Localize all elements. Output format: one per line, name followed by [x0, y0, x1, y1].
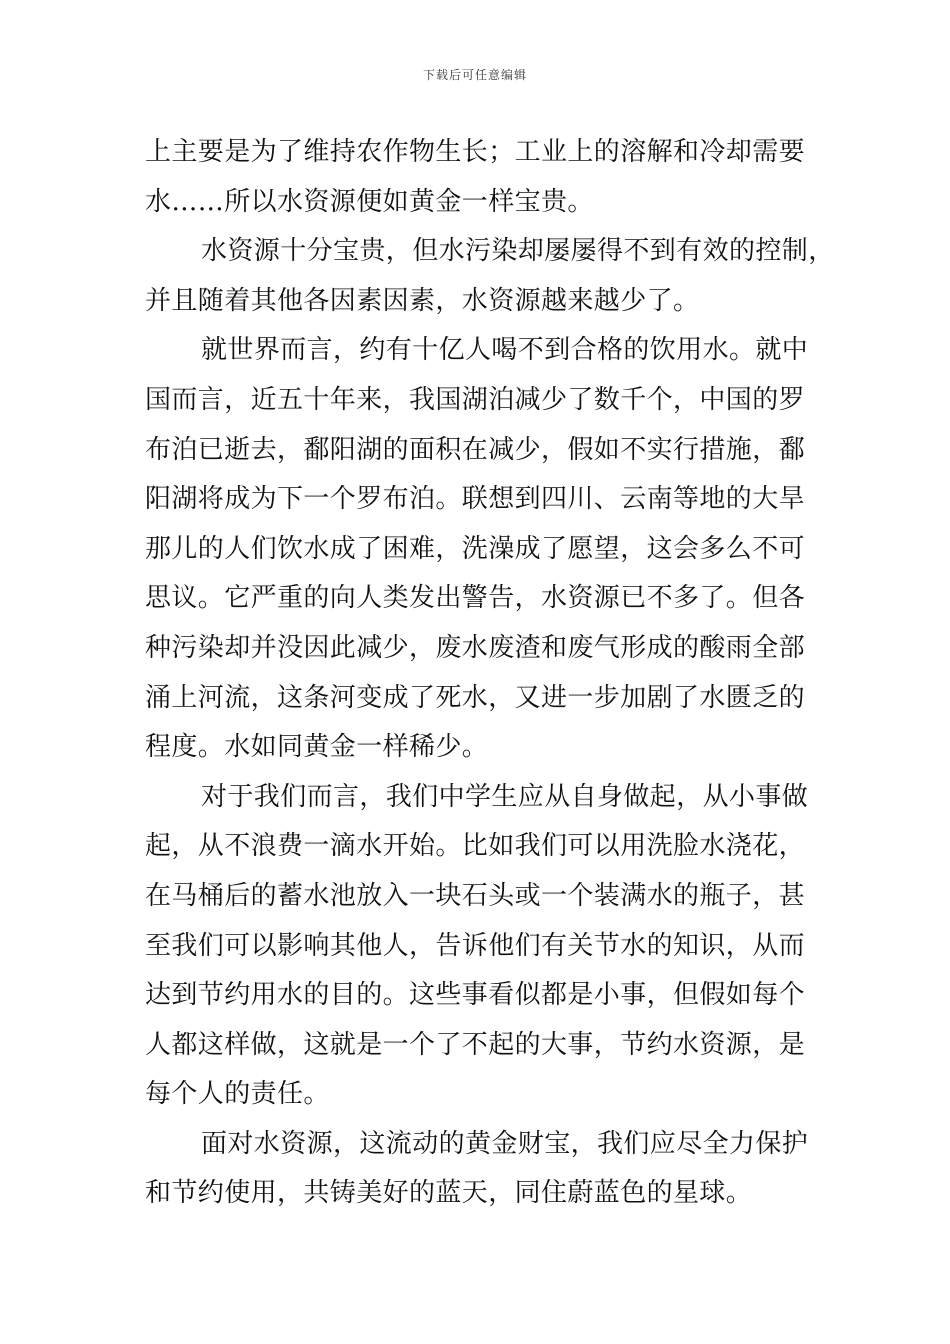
text-line: 就世界而言，约有十亿人喝不到合格的饮用水。就中 — [201, 335, 809, 366]
text-line: 达到节约用水的目的。这些事看似都是小事，但假如每个 — [145, 980, 806, 1011]
text-line: 程度。水如同黄金一样稀少。 — [145, 732, 489, 763]
text-line: 国而言，近五十年来，我国湖泊减少了数千个，中国的罗 — [145, 384, 806, 415]
text-line: 在马桶后的蓄水池放入一块石头或一个装满水的瓶子，甚 — [145, 880, 806, 911]
paragraph — [145, 128, 810, 227]
text-line: 阳湖将成为下一个罗布泊。联想到四川、云南等地的大旱 — [145, 484, 806, 515]
text-line: 布泊已逝去，鄱阳湖的面积在减少，假如不实行措施，鄱 — [145, 434, 806, 465]
paragraph — [145, 227, 835, 326]
text-line: 和节约使用，共铸美好的蓝天，同住蔚蓝色的星球。 — [145, 1178, 753, 1209]
text-line: 并且随着其他各因素因素，水资源越来越少了。 — [145, 285, 700, 316]
text-line: 种污染却并没因此减少，废水废渣和废气形成的酸雨全部 — [145, 632, 806, 663]
text-line: 水……所以水资源便如黄金一样宝贵。 — [145, 186, 594, 217]
text-line: 人都这样做，这就是一个了不起的大事，节约水资源，是 — [145, 1029, 806, 1060]
text-line: 起，从不浪费一滴水开始。比如我们可以用洗脸水浇花， — [145, 831, 806, 862]
text-line: 上主要是为了维持农作物生长；工业上的溶解和冷却需要 — [145, 137, 806, 167]
text-line: 思议。它严重的向人类发出警告，水资源已不多了。但各 — [145, 583, 806, 614]
text-line: 那儿的人们饮水成了困难，洗澡成了愿望，这会多么不可 — [145, 533, 806, 564]
paragraph — [145, 326, 810, 772]
page-header-note: 下载后可任意编辑 — [422, 68, 527, 82]
text-line: 对于我们而言，我们中学生应从自身做起，从小事做 — [201, 781, 809, 812]
text-line: 涌上河流，这条河变成了死水，又进一步加剧了水匮乏的 — [145, 682, 806, 713]
paragraph — [145, 1120, 810, 1219]
document-body — [145, 128, 835, 1219]
text-line: 每个人的责任。 — [145, 1079, 330, 1110]
text-line: 面对水资源，这流动的黄金财宝，我们应尽全力保护 — [201, 1128, 809, 1159]
text-line: 至我们可以影响其他人，告诉他们有关节水的知识，从而 — [145, 930, 806, 961]
paragraph — [145, 773, 810, 1120]
text-line: 水资源十分宝贵，但水污染却屡屡得不到有效的控制， — [201, 236, 835, 267]
